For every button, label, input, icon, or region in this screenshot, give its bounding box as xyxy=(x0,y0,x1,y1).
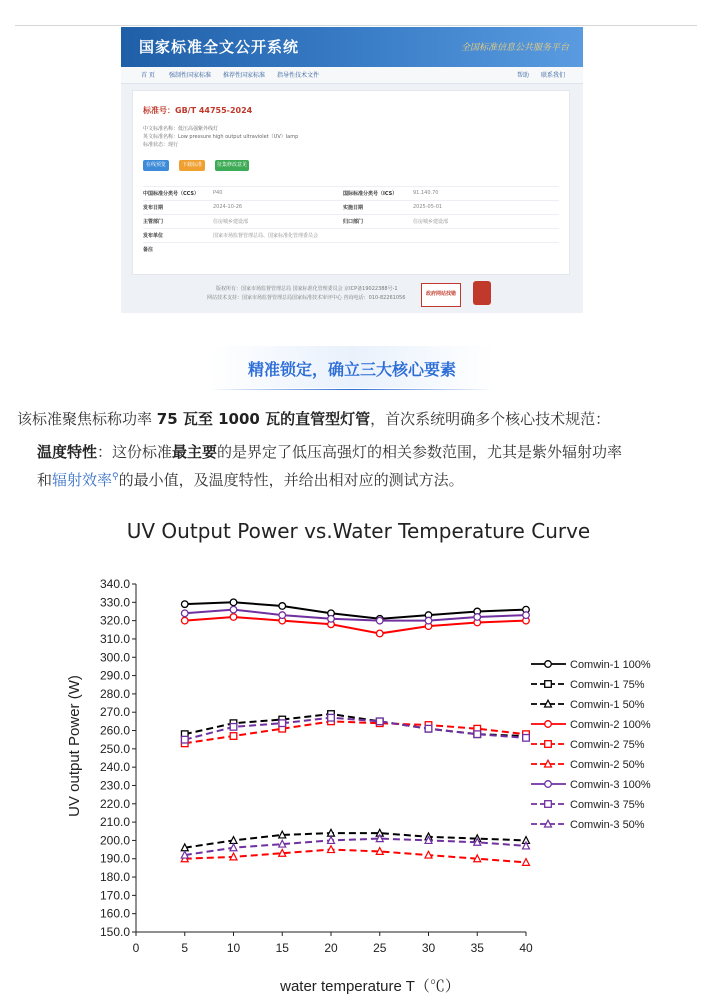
data-point xyxy=(523,859,530,866)
section-heading xyxy=(210,346,494,390)
y-tick-label: 220.0 xyxy=(99,796,130,811)
legend-entry: Comwin-1 75% xyxy=(570,679,645,691)
info-value: 国家市场监督管理总局、国家标准化管理委员会 xyxy=(213,233,319,239)
legend-marker xyxy=(545,801,552,808)
legend-entry: Comwin-3 75% xyxy=(570,799,645,811)
x-tick-label: 25 xyxy=(373,941,387,955)
info-row xyxy=(143,242,559,257)
data-point xyxy=(523,735,530,742)
temp-text-c: 和 xyxy=(37,471,53,489)
data-point xyxy=(425,617,432,624)
data-point xyxy=(230,733,237,740)
data-point xyxy=(425,725,432,732)
y-tick-label: 330.0 xyxy=(99,595,130,610)
screenshot-header xyxy=(121,27,583,67)
y-tick-label: 320.0 xyxy=(99,613,130,628)
intro-bold: 75 瓦至 1000 瓦的直管型灯管 xyxy=(156,410,371,428)
temp-text-b: 的是界定了低压高强灯的相关参数范围，尤其是紫外辐射功率 xyxy=(217,443,623,461)
footer-line-1: 版权所有：国家市场监督管理总局 国家标准化管理委员会 京ICP备19022388号-1 xyxy=(216,286,398,292)
x-tick-label: 40 xyxy=(519,941,533,955)
nav-home: 首 页 xyxy=(141,72,155,79)
data-point xyxy=(181,736,188,743)
y-tick-label: 230.0 xyxy=(99,778,130,793)
nav-mandatory: 强制性国家标准 xyxy=(169,72,212,79)
y-tick-label: 340.0 xyxy=(99,577,130,591)
y-tick-label: 190.0 xyxy=(99,851,130,866)
data-point xyxy=(474,731,481,738)
info-label: 主管部门 xyxy=(143,219,164,225)
meta-status: 标准状态：现行 xyxy=(143,142,179,148)
data-point xyxy=(376,617,383,624)
y-tick-label: 290.0 xyxy=(99,668,130,683)
y-tick-label: 250.0 xyxy=(99,741,130,756)
x-tick-label: 30 xyxy=(421,941,436,955)
data-point xyxy=(376,630,383,637)
x-axis-label: water temperature T（℃） xyxy=(280,978,460,995)
info-label: 中国标准分类号（CCS） xyxy=(143,191,200,197)
x-tick-label: 20 xyxy=(324,941,338,955)
info-label: 国际标准分类号（ICS） xyxy=(343,191,398,197)
uv-power-chart xyxy=(0,560,717,1004)
x-tick-label: 10 xyxy=(226,941,241,955)
y-tick-label: 270.0 xyxy=(99,705,130,720)
data-point xyxy=(279,603,286,610)
data-point xyxy=(230,606,237,613)
info-label: 发布日期 xyxy=(143,205,164,211)
intro-text: 该标准聚焦标称功率 xyxy=(17,410,157,428)
data-point xyxy=(181,617,188,624)
info-label: 发布单位 xyxy=(143,233,164,239)
temp-text-d: 的最小值，及温度特性，并给出相对应的测试方法。 xyxy=(118,471,464,489)
nav-guidance: 指导性技术文件 xyxy=(277,72,320,79)
gov-site-badge xyxy=(421,283,461,307)
data-point xyxy=(230,724,237,731)
legend-entry: Comwin-3 100% xyxy=(570,779,651,791)
x-tick-label: 5 xyxy=(181,941,189,955)
legend-entry: Comwin-1 50% xyxy=(570,699,645,711)
info-label: 实施日期 xyxy=(343,205,364,211)
footer-line-2: 网站技术支持：国家市场监督管理总局国家标准技术审评中心 咨询电话：010-82261056 xyxy=(207,295,406,301)
intro-paragraph xyxy=(17,407,707,432)
data-point xyxy=(376,718,383,725)
data-point xyxy=(230,599,237,606)
info-value: 住房城乡建设部 xyxy=(213,219,249,225)
legend-marker xyxy=(545,681,552,688)
intro-text-end: ，首次系统明确多个核心技术规范： xyxy=(370,410,611,428)
y-tick-label: 310.0 xyxy=(99,631,130,646)
legend-entry: Comwin-3 50% xyxy=(570,819,645,831)
x-tick-label: 15 xyxy=(275,941,289,955)
y-tick-label: 300.0 xyxy=(99,650,130,665)
standard-system-screenshot xyxy=(121,27,583,313)
section-heading-text: 精准锁定，确立三大核心要素 xyxy=(247,360,456,379)
y-tick-label: 150.0 xyxy=(99,925,130,939)
data-point xyxy=(279,612,286,619)
info-row xyxy=(143,200,559,215)
chart-plot xyxy=(181,599,529,865)
meta-en-name: 英文标准名称：Low pressure high output ultraviolet（UV）lamp xyxy=(143,134,299,140)
legend-marker xyxy=(545,741,552,748)
chart-title: UV Output Power vs.Water Temperature Curve xyxy=(126,519,591,543)
data-point xyxy=(474,614,481,621)
data-point xyxy=(328,714,335,721)
standard-number: 标准号：GB/T 44755-2024 xyxy=(143,106,253,115)
data-point xyxy=(328,616,335,623)
download-button: 下载标准 xyxy=(179,160,205,171)
temperature-paragraph xyxy=(37,440,702,493)
legend-entry: Comwin-2 75% xyxy=(570,739,645,751)
y-tick-label: 170.0 xyxy=(99,888,130,903)
info-value: 2025-05-01 xyxy=(413,204,443,210)
legend-entry: Comwin-2 100% xyxy=(570,719,651,731)
site-slogan: 全国标准信息公共服务平台 xyxy=(460,43,569,53)
meta-cn-name: 中文标准名称：低压高强紫外线灯 xyxy=(143,126,219,132)
data-point xyxy=(523,612,530,619)
y-tick-label: 240.0 xyxy=(99,760,130,775)
y-tick-label: 160.0 xyxy=(99,906,130,921)
feedback-button: 征集修改意见 xyxy=(215,160,249,171)
legend-entry: Comwin-2 50% xyxy=(570,759,645,771)
info-value: 住房城乡建设部 xyxy=(413,219,449,225)
info-value: 91.140.70 xyxy=(413,190,439,196)
site-title: 国家标准全文公开系统 xyxy=(139,38,300,56)
y-tick-label: 200.0 xyxy=(99,833,130,848)
data-point xyxy=(181,601,188,608)
emblem-icon xyxy=(473,281,491,305)
top-divider xyxy=(15,25,697,26)
info-label: 归口部门 xyxy=(343,219,364,225)
x-tick-label: 0 xyxy=(132,941,140,955)
legend-entry: Comwin-1 100% xyxy=(570,659,651,671)
temp-bold: 最主要 xyxy=(172,443,218,461)
legend-marker xyxy=(545,661,552,668)
preview-button: 在线预览 xyxy=(143,160,169,171)
screenshot-nav xyxy=(121,67,583,84)
y-axis-label: UV output Power (W) xyxy=(66,675,83,817)
nav-contact: 联系我们 xyxy=(541,72,566,79)
radiation-efficiency-link[interactable]: 辐射效率 xyxy=(52,471,113,489)
nav-recommended: 推荐性国家标准 xyxy=(223,72,266,79)
temp-text-a: ：这份标准 xyxy=(97,443,173,461)
legend-marker xyxy=(545,721,552,728)
data-point xyxy=(230,614,237,621)
search-icon[interactable]: ⚲ xyxy=(112,472,119,482)
chart-axes xyxy=(100,577,533,955)
x-tick-label: 35 xyxy=(470,941,484,955)
info-value: P40 xyxy=(213,190,223,196)
info-row xyxy=(143,214,559,229)
standard-card xyxy=(132,90,570,275)
info-row xyxy=(143,228,559,243)
nav-help: 帮助 xyxy=(517,72,530,79)
y-tick-label: 210.0 xyxy=(99,815,130,830)
temperature-label: 温度特性 xyxy=(37,443,98,461)
legend-marker xyxy=(545,781,552,788)
chart-legend xyxy=(531,659,651,831)
info-row xyxy=(143,186,559,201)
y-tick-label: 260.0 xyxy=(99,723,130,738)
y-tick-label: 280.0 xyxy=(99,686,130,701)
section-heading-underline xyxy=(210,389,494,390)
data-point xyxy=(181,610,188,617)
y-tick-label: 180.0 xyxy=(99,870,130,885)
info-label: 备注 xyxy=(143,247,154,253)
data-point xyxy=(279,720,286,727)
gov-badge-text: 政府网站找错 xyxy=(426,291,457,297)
info-value: 2024-10-26 xyxy=(213,204,243,210)
